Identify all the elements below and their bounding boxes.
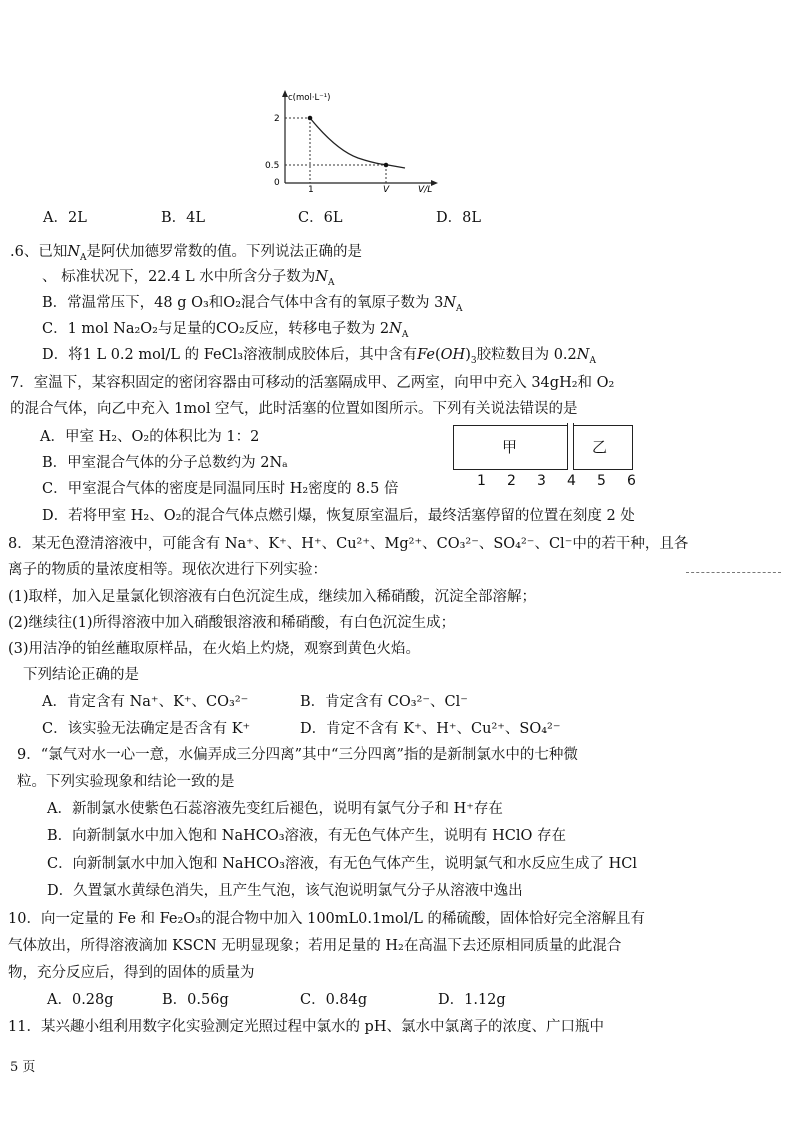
q6-option-a: 、 标准状况下，22.4 L 水中所含分子数为$N_A$ [42,269,335,288]
q9-option-a: A．新制氯水使紫色石蕊溶液先变红后褪色，说明有氯气分子和 H⁺存在 [47,801,503,817]
q9-line-2: 粒。下列实验现象和结论一致的是 [17,774,235,790]
room-yi-label: 乙 [592,438,608,456]
ruler-2: 2 [507,473,516,489]
q10-line-1: 10．向一定量的 Fe 和 Fe₂O₃的混合物中加入 100mL0.1mol/L 的稀硫酸，固体恰好完全溶解且有 [8,911,645,927]
point-v [384,163,389,168]
q6-stem-text: 是阿伏加德罗常数的值。下列说法正确的是 [86,244,363,260]
q8-option-a: A．肯定含有 Na⁺、K⁺、CO₃²⁻ [42,694,249,710]
room-jia-label: 甲 [502,438,518,456]
q5-option-d: D．8L [436,210,481,226]
q8-ask: 下列结论正确的是 [23,667,139,683]
q6-option-c: C．1 mol Na₂O₂与足量的CO₂反应，转移电子数为 $2N_A$ [42,321,409,340]
q10-option-c: C．0.84g [300,992,368,1008]
ruler-3: 3 [537,473,546,489]
q8-line-2: 离子的物质的量浓度相等。现依次进行下列实验： [8,562,327,578]
q6-stem: .6、已知$N_A$是阿伏加德罗常数的值。下列说法正确的是 [10,244,363,263]
x-tick-1: 1 [308,185,314,195]
q6-number: .6、已知 [10,244,68,260]
q7-option-c: C．甲室混合气体的密度是同温同压时 H₂密度的 8.5 倍 [42,481,399,497]
q9-option-c: C．向新制氯水中加入饱和 NaHCO₃溶液，有无色气体产生，说明氯气和水反应生成了 HCl [47,856,637,872]
point-1 [308,116,313,121]
q7-option-d: D．若将甲室 H₂、O₂的混合气体点燃引爆，恢复原室温后，最终活塞停留的位置在刻度 2 处 [42,508,635,524]
y-tick-2: 2 [274,114,280,124]
q6-option-d: D．将1 L 0.2 mol/L 的 FeCl₃溶液制成胶体后，其中含有$Fe(OH)_3$胶粒数目为 $0.2N_A$ [42,347,596,366]
q8-option-b: B．肯定含有 CO₃²⁻、Cl⁻ [300,694,468,710]
concentration-curve [310,118,405,168]
q5-option-c: C．6L [298,210,343,226]
q10-line-2: 气体放出，所得溶液滴加 KSCN 无明显现象；若用足量的 H₂在高温下去还原相同质量的此混合 [8,938,622,954]
page-number: 5 页 [10,1060,36,1075]
x-tick-v: V [383,185,390,195]
q6-na-symbol: N [67,244,81,260]
q8-line-1: 8．某无色澄清溶液中，可能含有 Na⁺、K⁺、H⁺、Cu²⁺、Mg²⁺、CO₃²⁻、SO₄²⁻、Cl⁻中的若干种，且各 [8,536,689,552]
q9-option-d: D．久置氯水黄绿色消失，且产生气泡，该气泡说明氯气分子从溶液中逸出 [47,883,523,899]
q8-option-d: D．肯定不含有 K⁺、H⁺、Cu²⁺、SO₄²⁻ [300,721,561,737]
ruler-4: 4 [567,473,576,489]
q7-line-2: 的混合气体，向乙中充入 1mol 空气，此时活塞的位置如图所示。下列有关说法错误的是 [10,401,578,417]
origin-label: 0 [274,178,280,188]
q9-line-1: 9．“氯气对水一心一意，水偏弄成三分四离”其中“三分四离”指的是新制氯水中的七种微 [17,747,578,763]
q5-option-b: B．4L [161,210,206,226]
q11-line-1: 11．某兴趣小组利用数字化实验测定光照过程中氯水的 pH、氯水中氯离子的浓度、广口瓶中 [8,1019,604,1035]
q8-step-1: (1)取样，加入足量氯化钡溶液有白色沉淀生成，继续加入稀硝酸，沉淀全部溶解； [8,589,537,605]
ruler-5: 5 [597,473,606,489]
q7-line-1: 7．室温下，某容积固定的密闭容器由可移动的活塞隔成甲、乙两室，向甲中充入 34gH₂和 O₂ [10,375,615,391]
q8-step-2: (2)继续往(1)所得溶液中加入硝酸银溶液和稀硝酸，有白色沉淀生成； [8,615,456,631]
q8-option-c: C．该实验无法确定是否含有 K⁺ [42,721,251,737]
q10-line-3: 物，充分反应后，得到的固体的质量为 [8,965,255,981]
q10-option-b: B．0.56g [162,992,229,1008]
q10-option-a: A．0.28g [47,992,114,1008]
y-tick-05: 0.5 [265,161,280,171]
q9-option-b: B．向新制氯水中加入饱和 NaHCO₃溶液，有无色气体产生，说明有 HClO 存在 [47,828,567,844]
q7-option-a: A．甲室 H₂、O₂的体积比为 1：2 [40,429,260,445]
x-axis-label: V/L [418,185,433,195]
q8-step-3: (3)用洁净的铂丝蘸取原样品，在火焰上灼烧，观察到黄色火焰。 [8,641,421,657]
q10-option-d: D．1.12g [438,992,506,1008]
piston [567,423,574,470]
y-axis-label: c(mol·L⁻¹) [288,93,331,103]
ruler-6: 6 [627,473,636,489]
q7-option-b: B．甲室混合气体的分子总数约为 2Nₐ [42,455,288,471]
ruler-1: 1 [477,473,486,489]
q5-option-a: A．2L [43,210,87,226]
scan-dash-mark [686,572,781,573]
q6-option-b: B．常温常压下，48 g O₃和O₂混合气体中含有的氧原子数为 $3N_A$ [42,295,463,314]
concentration-volume-graph [258,88,448,198]
